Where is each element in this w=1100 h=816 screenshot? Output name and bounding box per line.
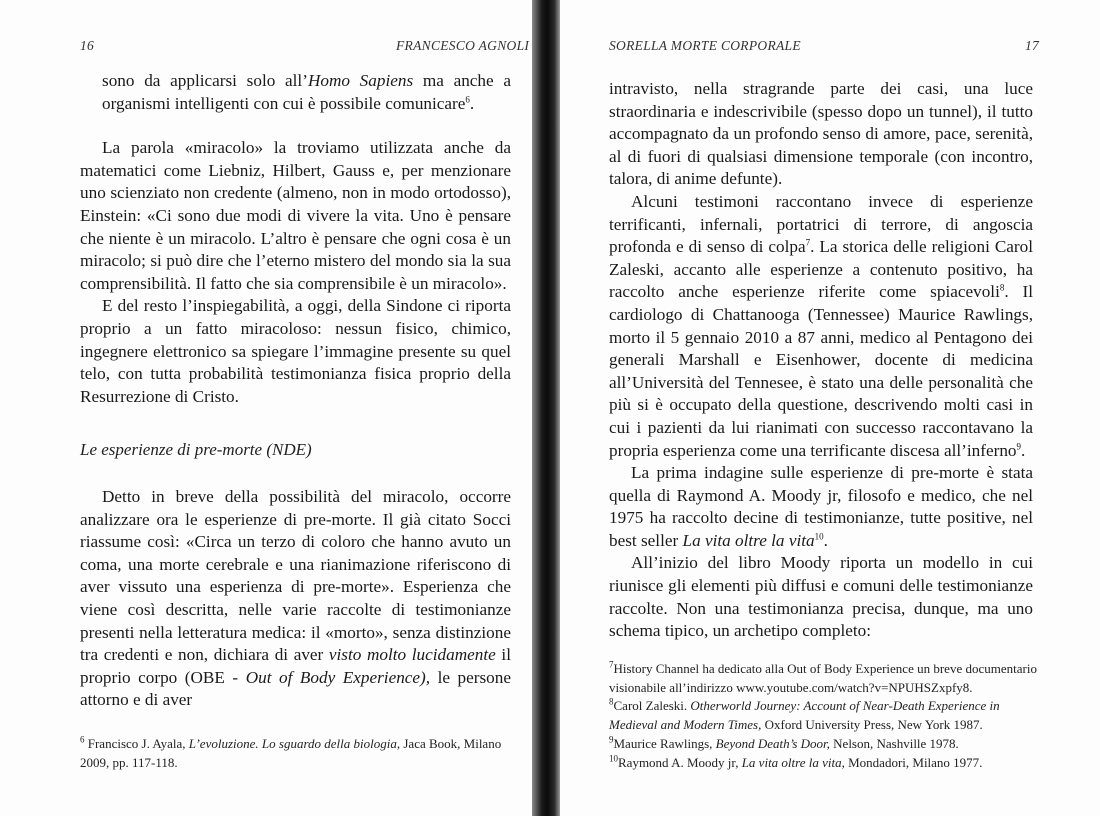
footnote-8 — [609, 697, 1039, 734]
footnote-number: 7 — [609, 659, 614, 670]
running-head-left: FRANCESCO AGNOLI — [396, 38, 530, 53]
paragraph-sindone: E del resto l’inspiegabilità, a oggi, della Sindone ci riporta proprio a un fatto miracoloso: nessun fisico, chimico, ingegnere elettronico sa spiegare l’immagine presente su quel telo, con tutta probabilità testimonianza fisica proprio della Resurrezione di Cristo. — [80, 296, 511, 406]
text-span: Mondadori, Milano 1977. — [844, 754, 983, 770]
left-body-top — [80, 70, 511, 408]
text-span: . Il cardiologo di Chattanooga (Tennessee) Maurice Rawlings, morto il 5 gennaio 2010 a 87 anni, medico al Pentagono dei generali Marshall e Eisenhower, docente di medicina all’Università del Tennesee, è stato una delle personalità che più si è occupato della questione, descrivendo molti casi in cui i pazienti da lui rianimati con successo raccontavano la propria esperienza come una terrificante discesa all’inferno — [609, 282, 1033, 460]
italic-span: Out of Body Experience), — [245, 667, 431, 687]
page-number-right: 17 — [1025, 38, 1040, 53]
text-span: Carol Zaleski. — [613, 698, 691, 714]
italic-span: Beyond Death’s Door, — [715, 735, 830, 751]
left-body-bottom — [80, 486, 511, 712]
right-page — [560, 0, 1100, 816]
text-span: il proprio corpo (OBE - — [80, 645, 511, 687]
text-span: La prima indagine sulle esperienze di pre-morte è stata quella di Raymond A. Moody jr, filosofo e medico, che nel 1975 ha raccolto decine di testimonianze, tutte positive, nel best seller — [609, 463, 1033, 550]
text-span: Francisco J. Ayala, — [84, 736, 189, 751]
footnote-number: 9 — [609, 734, 614, 745]
section-title: Le esperienze di pre-morte (NDE) — [80, 440, 312, 459]
text-span: sono da applicarsi solo all’ — [102, 71, 308, 90]
italic-span: visto molto lucidamente — [328, 645, 496, 665]
text-span: Raymond A. Moody jr, — [618, 754, 742, 770]
right-body — [609, 78, 1033, 643]
footnote-marker: 7 — [805, 237, 811, 248]
paragraph-continued-right: intravisto, nella stragrande parte dei casi, una luce straordinaria e indescrivibile (spesso dopo un tunnel), il tutto accompagnato da un profondo senso di amore, pace, serenità, al di fuori di qualsiasi dimensione temporale (con incontro, talora, di anime defunte). — [609, 79, 1033, 189]
paragraph-pre-morte — [80, 486, 511, 712]
text-span: Alcuni testimoni raccontano invece di esperienze terrificanti, infernali, portatrici di terrore, di angoscia profonda e di senso di colpa — [609, 191, 1033, 257]
right-footnotes — [609, 660, 1039, 772]
text-span: ma anche a organismi intelligenti con cui è possibile comunicare — [102, 71, 511, 113]
left-page — [0, 0, 532, 816]
footnote-10 — [609, 754, 1039, 773]
italic-span: Homo Sapiens — [307, 71, 414, 90]
footnote-6 — [80, 735, 511, 772]
text-span: . La storica delle religioni Carol Zaleski, accanto alle esperienze a contenuto positivo, ha raccolto anche esperienze riferite come spiacevoli — [609, 237, 1034, 302]
text-span: le persone attorno e di aver — [80, 667, 511, 710]
footnote-7 — [609, 660, 1039, 697]
running-head-right: SORELLA MORTE CORPORALE — [609, 38, 801, 53]
text-span: . — [823, 530, 828, 550]
paragraph-miracolo: La parola «miracolo» la troviamo utilizzata anche da matematici come Liebniz, Hilbert, Gauss e, per menzionare uno scienziato non credente (almeno, non in modo ortodosso), Einstein: «Ci sono due modi di vivere la vita. Uno è pensare che niente è un miracolo. L’altro è pensare che ogni cosa è un miracolo; si può dire che l’eterno mistero del mondo sia la sua comprensibilità. Il fatto che sia comprensibile è un miracolo». — [80, 138, 511, 293]
footnote-number: 6 — [80, 734, 85, 745]
paragraph-continued — [80, 70, 511, 115]
paragraph-moody — [609, 462, 1033, 552]
italic-span: La vita oltre la vita, — [741, 754, 845, 770]
italic-span: Otherworld Journey: Account of Near-Death Experience in Medieval and Modern Times, — [609, 698, 1000, 733]
book-spine — [532, 0, 560, 816]
footnote-marker: 9 — [1016, 440, 1022, 451]
page-number-left: 16 — [80, 38, 95, 53]
footnote-number: 10 — [609, 753, 618, 764]
text-span: . — [469, 93, 475, 113]
footnote-marker: 10 — [814, 531, 824, 542]
paragraph-testimoni — [609, 191, 1033, 462]
footnote-marker: 8 — [999, 282, 1005, 293]
text-span: History Channel ha dedicato alla Out of Body Experience un breve documentario visionabile all’indirizzo www.youtube.com/watch?v=NPUHSZxpfy8. — [609, 661, 1037, 695]
italic-span: L’evoluzione. Lo sguardo della biologia, — [188, 736, 401, 751]
footnote-9 — [609, 735, 1039, 754]
text-span: Jaca Book, Milano 2009, pp. 117-118. — [80, 736, 502, 770]
text-span: Maurice Rawlings, — [613, 735, 716, 751]
text-span: Oxford University Press, New York 1987. — [761, 717, 983, 733]
text-span: . — [1021, 440, 1026, 460]
text-span: Detto in breve della possibilità del miracolo, occorre analizzare ora le esperienze di pre-morte. Il già citato Socci riassume così: «Circa un terzo di coloro che hanno avuto un coma, una morte cerebrale e una rianimazione riferiscono di aver vissuto una esperienza di pre-morte». Esperienza che viene così descritta, nelle varie raccolte di testimonianze presenti nella letteratura medica: il «morto», senza distinzione tra credenti e non, dichiara di aver — [80, 487, 511, 665]
italic-span: La vita oltre la vita — [682, 530, 815, 550]
text-span: Nelson, Nashville 1978. — [829, 735, 959, 751]
footnote-marker: 6 — [465, 93, 470, 104]
footnote-number: 8 — [609, 697, 614, 708]
paragraph-modello: All’inizio del libro Moody riporta un modello in cui riunisce gli elementi più diffusi e comuni delle testimonianze raccolte. Non una testimonianza precisa, dunque, ma uno schema tipico, un archetipo completo: — [609, 553, 1033, 641]
